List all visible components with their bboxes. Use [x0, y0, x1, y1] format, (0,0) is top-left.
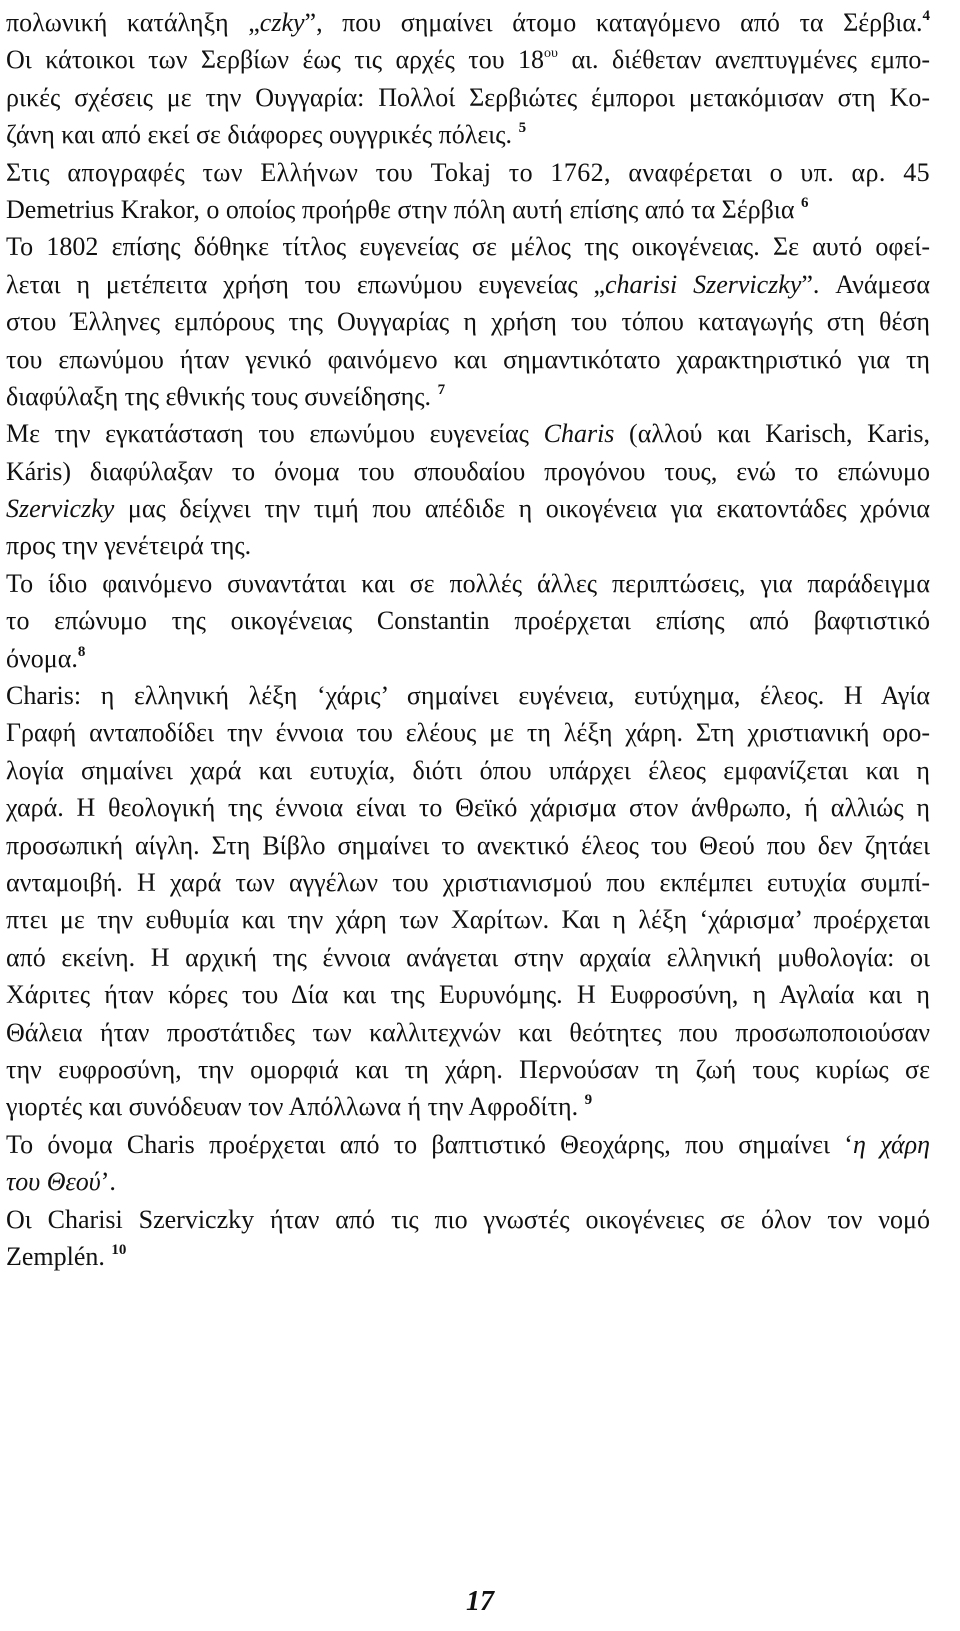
text-line: Szerviczky μας δείχνει την τιμή που απέδιδε η οικογένεια για εκατοντάδες χρόνια — [6, 494, 930, 524]
text-line: Γραφή ανταποδίδει την έννοια του ελέους με τη λέξη χάρη. Στη χριστιανική ορο- — [6, 718, 930, 748]
text-line: του επωνύμου ήταν γενικό φαινόμενο και σημαντικότατο χαρακτηριστικό για τη — [6, 344, 930, 374]
text-line: στου Έλληνες εμπόρους της Ουγγαρίας η χρήση του τόπου καταγωγής στη θέση — [6, 307, 930, 337]
footnote-ref: 9 — [584, 1092, 593, 1109]
page-number: 17 — [466, 1586, 494, 1617]
document-page — [6, 4, 930, 1275]
text-line: Θάλεια ήταν προστάτιδες των καλλιτεχνών και θεότητες που προσωποποιούσαν — [6, 1017, 930, 1047]
text-line: Zemplén. $^{10}$ — [6, 1241, 127, 1271]
text-line: Το 1802 επίσης δόθηκε τίτλος ευγενείας σε μέλος της οικογένειας. Σε αυτό οφεί- — [6, 232, 930, 262]
text-line: ζάνη και από εκεί σε διάφορες ουγγρικές πόλεις. $^5$ — [6, 120, 527, 150]
footnote-ref: 4 — [922, 8, 930, 24]
text-line: Οι Charisi Szerviczky ήταν από τις πιο γνωστές οικογένειες σε όλον τον νομό — [6, 1204, 930, 1234]
text-line: λεται η μετέπειτα χρήση του επωνύμου ευγενείας „charisi Szerviczky”. Ανάμεσα — [6, 269, 930, 299]
text-line: Οι κάτοικοι των Σερβίων έως τις αρχές του $18^{o\upsilon}$ αι. διέθεταν ανεπτυγμένες εμπο- — [6, 45, 930, 75]
text-line: ανταμοιβή. Η χαρά των αγγέλων του χριστιανισμού που εκπέμπει ευτυχία συμπί- — [6, 867, 930, 897]
text-line: γιορτές και συνόδευαν τον Απόλλωνα ή την Αφροδίτη. $^9$ — [6, 1092, 593, 1122]
ordinal-superscript: ου — [544, 46, 558, 62]
text-line: του Θεού’. — [6, 1167, 116, 1197]
text-line: πτει με την ευθυμία και την χάρη των Χαρίτων. Και η λέξη ‘χάρισμα’ προέρχεται — [6, 905, 930, 935]
text-line: Το ίδιο φαινόμενο συναντάται και σε πολλές άλλες περιπτώσεις, για παράδειγμα — [6, 568, 930, 598]
text-line: προς την γενέτειρά της. — [6, 531, 252, 561]
text-line: Το όνομα Charis προέρχεται από το βαπτιστικό Θεοχάρης, που σημαίνει ‘η χάρη — [6, 1129, 930, 1159]
footnote-ref: 8 — [77, 643, 86, 660]
text-line: Χάριτες ήταν κόρες του Δία και της Ευρυνόμης. Η Ευφροσύνη, η Αγλαία και η — [6, 980, 930, 1010]
footnote-ref: 10 — [111, 1241, 127, 1258]
text-line: όνομα.$^8$ — [6, 643, 86, 673]
text-line: διαφύλαξη της εθνικής τους συνείδησης. $^7$ — [6, 381, 446, 411]
text-line: Charis: η ελληνική λέξη ‘χάρις’ σημαίνει ευγένεια, ευτύχημα, έλεος. Η Αγία — [6, 681, 930, 711]
footnote-ref: 6 — [800, 194, 809, 211]
text-line: Με την εγκατάσταση του επωνύμου ευγενείας Charis (αλλού και Karisch, Karis, — [6, 419, 930, 449]
text-line: χαρά. Η θεολογική της έννοια είναι το Θεϊκό χάρισμα στον άνθρωπο, ή αλλιώς η — [6, 793, 930, 823]
text-line: την ευφροσύνη, την ομορφιά και τη χάρη. Περνούσαν τη ζωή τους κυρίως σε — [6, 1054, 930, 1084]
text-line: πολωνική κατάληξη „czky”, που σημαίνει άτομο καταγόμενο από τα Σέρβια.$^4$ — [6, 8, 930, 37]
text-line: Στις απογραφές των Ελλήνων του Tokaj το 1762, αναφέρεται ο υπ. αρ. 45 — [6, 157, 930, 187]
text-line: το επώνυμο της οικογένειας Constantin προέρχεται επίσης από βαφτιστικό — [6, 606, 930, 636]
text-line: Káris) διαφύλαξαν το όνομα του σπουδαίου προγόνου τους, ενώ το επώνυμο — [6, 456, 930, 486]
text-line: από εκείνη. Η αρχική της έννοια ανάγεται στην αρχαία ελληνική μυθολογία: οι — [6, 942, 930, 972]
text-line: ρικές σχέσεις με την Ουγγαρία: Πολλοί Σερβιώτες έμποροι μετακόμισαν στη Κο- — [6, 82, 930, 112]
text-line: λογία σημαίνει χαρά και ευτυχία, διότι όπου υπάρχει έλεος εμφανίζεται και η — [6, 755, 930, 785]
footnote-ref: 7 — [437, 381, 446, 398]
footnote-ref: 5 — [518, 120, 527, 137]
text-line: Demetrius Krakor, ο οποίος προήρθε στην πόλη αυτή επίσης από τα Σέρβια $^6$ — [6, 194, 809, 224]
text-line: προσωπική αίγλη. Στη Βίβλο σημαίνει το ανεκτικό έλεος του Θεού που δεν ζητάει — [6, 830, 930, 860]
